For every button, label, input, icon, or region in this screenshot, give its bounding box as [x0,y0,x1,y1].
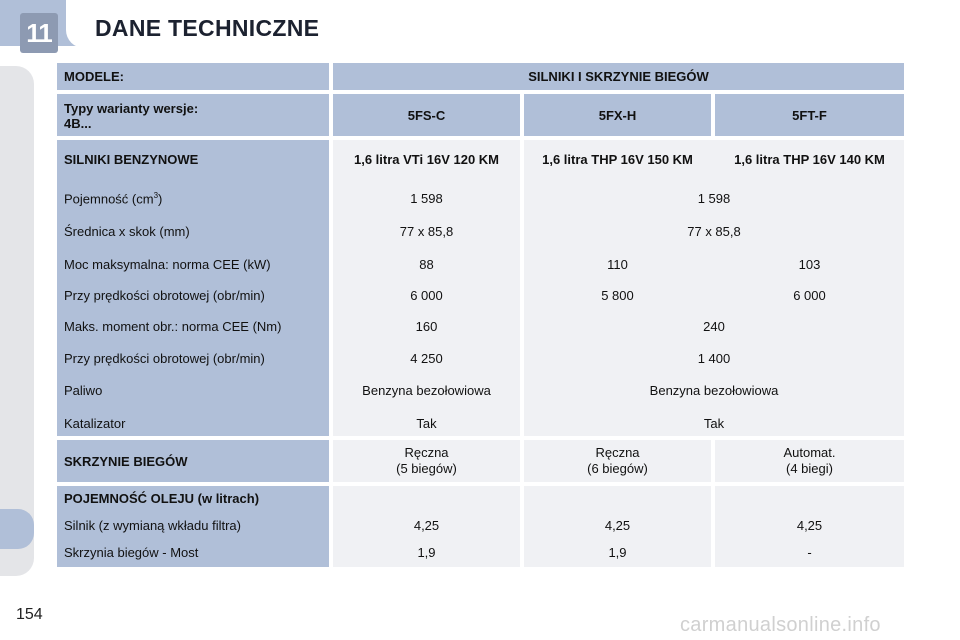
engine-thp-140: 1,6 litra THP 16V 140 KM [734,152,885,167]
bore-col1: 77 x 85,8 [399,224,454,239]
torque-rpm-col1: 4 250 [410,351,443,366]
gearbox-col3-type: Automat. [783,445,836,460]
oil-engine-col1: 4,25 [413,518,440,533]
power-rpm-col3: 6 000 [793,288,826,303]
gearbox-col2-type: Ręczna [595,445,640,460]
watermark: carmanualsonline.info [680,614,881,636]
page-title: DANE TECHNICZNE [95,15,320,41]
variant-5fx-h: 5FX-H [524,94,711,136]
gearbox-col1-type: Ręczna [404,445,449,460]
types-label: Typy warianty wersje: [64,101,199,116]
chapter-badge: 11 [20,13,58,53]
gearbox-col1 [333,440,520,482]
oil-gearbox-label: Skrzynia biegów - Most [64,545,199,560]
bore-label: Średnica x skok (mm) [64,224,190,239]
oil-engine-col3: 4,25 [796,518,823,533]
torque-col1: 160 [415,319,438,334]
types-label-cell [57,94,329,136]
oil-capacity-label: POJEMNOŚĆ OLEJU (w litrach) [64,491,260,506]
engine-thp-150: 1,6 litra THP 16V 150 KM [542,152,693,167]
capacity-col23: 1 598 [697,191,731,206]
oil-gearbox-col3: - [807,545,812,560]
side-tab [0,509,34,549]
variant-5ft-f: 5FT-F [715,94,904,136]
models-label: MODELE: [57,63,329,90]
catalyst-label: Katalizator [64,416,126,431]
power-col1: 88 [419,257,434,272]
engines-gearbox-header: SILNIKI I SKRZYNIE BIEGÓW [333,63,904,90]
gearbox-col1-detail: (5 biegów) [396,461,457,476]
power-col3: 103 [798,257,821,272]
bore-col23: 77 x 85,8 [687,224,741,239]
capacity-label: Pojemność $(cm^3)$ [64,191,163,207]
power-rpm-col1: 6 000 [410,288,443,303]
oil-gearbox-col2: 1,9 [608,545,627,560]
power-label: Moc maksymalna: norma CEE (kW) [64,257,271,272]
catalyst-col23: Tak [703,416,725,431]
torque-col23: 240 [703,319,725,334]
technical-data-table [57,63,904,567]
capacity-col1: 1 598 [410,191,443,206]
gearbox-col2 [524,440,711,482]
types-sub: 4B... [64,116,92,131]
capacity-unit-sup: 3 [153,191,159,200]
side-strip [0,66,34,576]
oil-gearbox-col1: 1,9 [417,545,436,560]
fuel-col23: Benzyna bezołowiowa [649,383,779,398]
power-rpm-col2: 5 800 [601,288,634,303]
torque-rpm-col23: 1 400 [697,351,731,366]
engine-vti-120: 1,6 litra VTi 16V 120 KM [354,152,499,167]
variant-5fs-c: 5FS-C [333,94,520,136]
gearbox-col2-detail: (6 biegów) [587,461,648,476]
fuel-label: Paliwo [64,383,103,398]
torque-label: Maks. moment obr.: norma CEE (Nm) [64,319,282,334]
petrol-engines-label: SILNIKI BENZYNOWE [64,152,199,167]
gearbox-col3 [715,440,904,482]
gearbox-col3-detail: (4 biegi) [786,461,833,476]
gearbox-label: SKRZYNIE BIEGÓW [57,440,329,482]
fuel-col1: Benzyna bezołowiowa [362,383,491,398]
power-rpm-label: Przy prędkości obrotowej (obr/min) [64,288,265,303]
page-number: 154 [16,606,43,623]
oil-engine-col2: 4,25 [604,518,631,533]
power-col2: 110 [607,257,628,272]
torque-rpm-label: Przy prędkości obrotowej (obr/min) [64,351,265,366]
catalyst-col1: Tak [416,416,437,431]
oil-engine-label: Silnik (z wymianą wkładu filtra) [64,518,241,533]
